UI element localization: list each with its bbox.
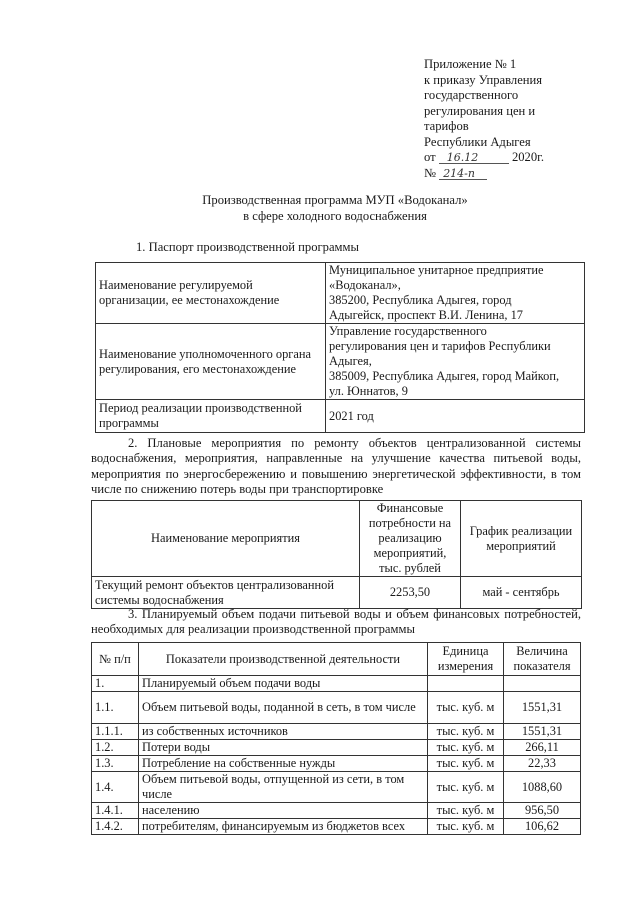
header-indicator: Показатели производственной деятельности [139,643,428,676]
passport-value [326,324,585,400]
order-number [424,166,544,182]
row-indicator: потребителям, финансируемым из бюджетов всех [139,819,428,835]
row-value: 22,33 [504,756,581,772]
row-unit: тыс. куб. м [428,724,504,740]
value-line: Адыгея, [329,354,372,368]
passport-table [95,262,585,433]
row-unit: тыс. куб. м [428,756,504,772]
row-number: 1.4.1. [92,803,139,819]
row-value [504,676,581,692]
row-value: 956,50 [504,803,581,819]
table-row [92,724,581,740]
number-prefix: № [424,165,437,180]
row-number: 1.4.2. [92,819,139,835]
date-underline [439,150,509,164]
row-value: 1551,31 [504,724,581,740]
passport-value: 2021 год [326,400,585,433]
appendix-line: государственного [424,88,519,102]
document-title [0,193,640,224]
measure-name: Текущий ремонт объектов централизованной системы водоснабжения [92,577,360,609]
appendix-header [424,57,544,181]
header-value: Величина показателя [504,643,581,676]
value-line: Управление государственного [329,324,487,338]
row-indicator: Объем питьевой воды, поданной в сеть, в том числе [139,692,428,724]
passport-label: Наименование регулируемой организации, ее местонахождение [96,263,326,324]
row-number: 1.3. [92,756,139,772]
appendix-line: тарифов [424,119,469,133]
row-unit: тыс. куб. м [428,803,504,819]
title-line-1: Производственная программа МУП «Водоканал» [202,193,468,207]
row-number: 1.2. [92,740,139,756]
value-line: «Водоканал», [329,278,401,292]
row-unit: тыс. куб. м [428,819,504,835]
value-line: 385200, Республика Адыгея, город [329,293,512,307]
handwritten-date: 16.12 [446,151,479,164]
table-header-row [92,501,582,577]
table-row [92,803,581,819]
row-indicator: из собственных источников [139,724,428,740]
row-value: 1088,60 [504,772,581,803]
table-row [92,740,581,756]
value-line: Адыгейск, проспект В.И. Ленина, 17 [329,308,523,322]
table-row [92,772,581,803]
row-number: 1.1. [92,692,139,724]
order-date [424,150,544,166]
table-row [96,400,585,433]
table-row [92,756,581,772]
value-line: 385009, Республика Адыгея, город Майкоп, [329,369,560,383]
row-value: 106,62 [504,819,581,835]
appendix-line: регулирования цен и [424,103,536,118]
table-header-row [92,643,581,676]
row-unit: тыс. куб. м [428,740,504,756]
header-unit: Единица измерения [428,643,504,676]
row-number: 1.4. [92,772,139,803]
header-schedule: График реализации мероприятий [461,501,582,577]
header-measure-name: Наименование мероприятия [92,501,360,577]
measure-cost: 2253,50 [360,577,461,609]
date-prefix: от [424,150,436,164]
table-row [92,819,581,835]
table-row [92,676,581,692]
header-number: № п/п [92,643,139,676]
date-year: 2020г. [511,150,545,164]
row-indicator: Потребление на собственные нужды [139,756,428,772]
section-2-heading [91,436,581,497]
section-2-text: 2. Плановые мероприятия по ремонту объектов централизованной системы водоснабжения, мероприятия, направленные на улучшение качества питьевой воды, мероприятия по энергосбережению и повышению энергетической эффективности, в том числе по снижению потерь воды при транспортировке [91,436,581,496]
appendix-line: к приказу Управления [424,72,543,87]
row-indicator: Планируемый объем подачи воды [139,676,428,692]
row-indicator: Потери воды [139,740,428,756]
appendix-line: Республики Адыгея [424,134,531,149]
row-number: 1.1.1. [92,724,139,740]
table-row [92,577,582,609]
passport-label: Наименование уполномоченного органа регулирования, его местонахождение [96,324,326,400]
table-row [96,263,585,324]
row-value: 1551,31 [504,692,581,724]
number-underline [439,166,487,180]
row-value: 266,11 [504,740,581,756]
section-3-text: 3. Планируемый объем подачи питьевой воды и объем финансовых потребностей, необходимых для реализации производственной программы [91,607,581,637]
appendix-line: Приложение № 1 [424,57,517,71]
value-line: регулирования цен и тарифов Республики [329,339,551,353]
row-indicator: Объем питьевой воды, отпущенной из сети, в том числе [139,772,428,803]
table-row [92,692,581,724]
value-line: Муниципальное унитарное предприятие [329,263,544,277]
row-unit: тыс. куб. м [428,692,504,724]
value-line: ул. Юннатов, 9 [329,384,408,398]
row-indicator: населению [139,803,428,819]
passport-value [326,263,585,324]
header-financial-needs: Финансовые потребности на реализацию мероприятий, тыс. рублей [360,501,461,577]
section-3-heading [91,607,581,638]
table-row [96,324,585,400]
row-unit [428,676,504,692]
passport-label: Период реализации производственной программы [96,400,326,433]
measures-table [91,500,582,609]
row-unit: тыс. куб. м [428,772,504,803]
indicators-table [91,642,581,835]
row-number: 1. [92,676,139,692]
section-1-heading: 1. Паспорт производственной программы [136,240,359,254]
title-line-2: в сфере холодного водоснабжения [243,208,427,223]
measure-schedule: май - сентябрь [461,577,582,609]
handwritten-number: 214-п [443,166,475,180]
